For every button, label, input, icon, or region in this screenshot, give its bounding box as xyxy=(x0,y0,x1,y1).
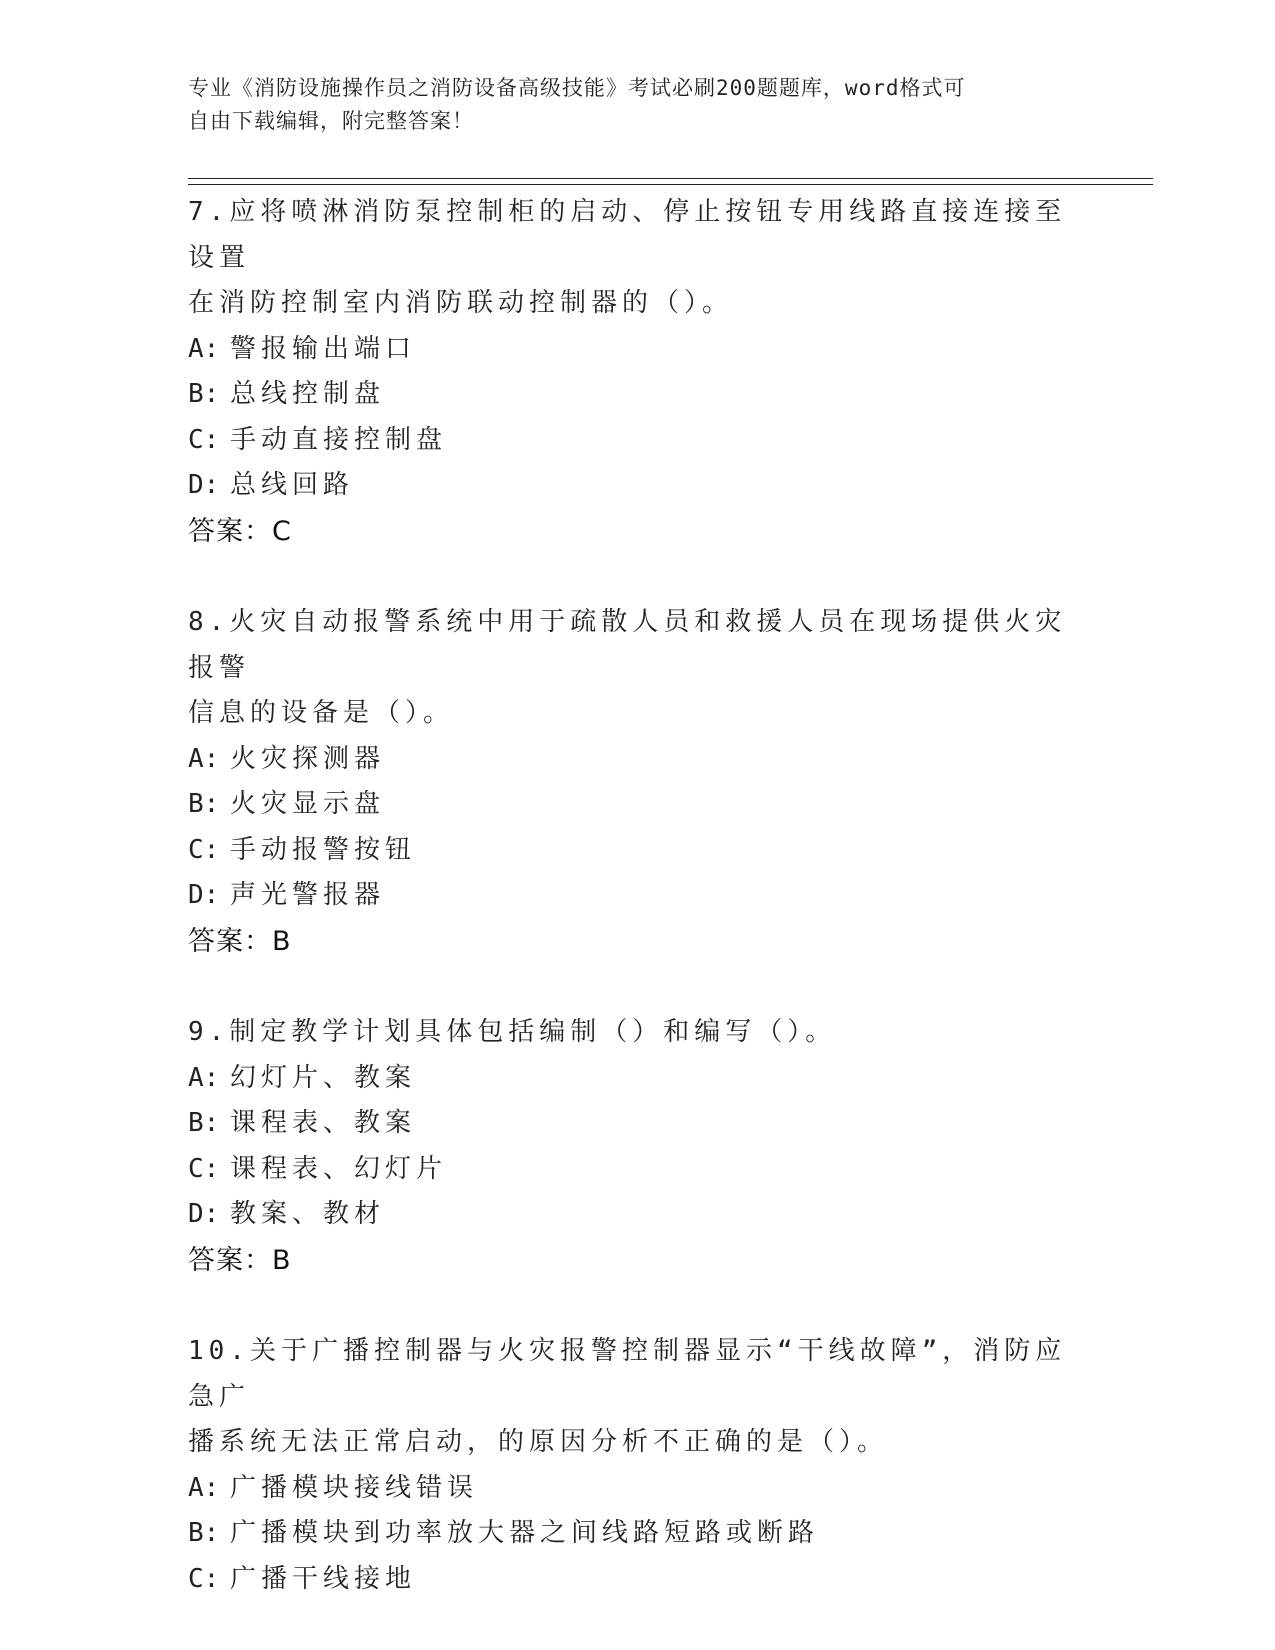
option-b xyxy=(188,372,1088,418)
option-text: 总线控制盘 xyxy=(230,379,386,409)
option-text: 手动直接控制盘 xyxy=(230,424,448,455)
option-text: 火灾探测器 xyxy=(230,743,386,774)
question-7 xyxy=(188,190,1088,554)
option-label: A: xyxy=(188,1472,220,1503)
option-d xyxy=(188,463,1088,509)
option-label: B: xyxy=(188,789,220,819)
spacer xyxy=(188,964,1088,1010)
option-text: 教案、教材 xyxy=(230,1199,386,1229)
option-text: 课程表、幻灯片 xyxy=(230,1153,448,1184)
option-d xyxy=(188,873,1088,919)
option-text: 手动报警按钮 xyxy=(230,834,417,865)
option-c xyxy=(188,1557,1088,1603)
option-text: 广播干线接地 xyxy=(230,1563,417,1594)
option-label: A: xyxy=(188,743,220,774)
option-b xyxy=(188,1511,1088,1557)
question-9 xyxy=(188,1010,1088,1283)
option-text: 广播模块到功率放大器之间线路短路或断路 xyxy=(230,1518,820,1548)
option-c xyxy=(188,1147,1088,1193)
question-8 xyxy=(188,600,1088,964)
question-text-cont: 在消防控制室内消防联动控制器的（）。 xyxy=(188,288,734,318)
option-label: A: xyxy=(188,1062,220,1093)
question-text: 8.火灾自动报警系统中用于疏散人员和救援人员在现场提供火灾报警 xyxy=(188,607,1067,683)
option-text: 课程表、教案 xyxy=(230,1108,417,1138)
option-a xyxy=(188,1466,1088,1512)
option-text: 火灾显示盘 xyxy=(230,789,386,819)
option-text: 总线回路 xyxy=(230,470,355,500)
option-label: D: xyxy=(188,880,220,910)
question-text-cont: 信息的设备是（）。 xyxy=(188,698,455,728)
option-c xyxy=(188,828,1088,874)
question-10 xyxy=(188,1329,1088,1602)
answer: 答案：C xyxy=(188,515,292,547)
option-label: D: xyxy=(188,1199,220,1229)
option-label: A: xyxy=(188,333,220,364)
option-label: B: xyxy=(188,379,220,409)
option-b xyxy=(188,1101,1088,1147)
spacer xyxy=(188,1283,1088,1329)
header-line-1: 专业《消防设施操作员之消防设备高级技能》考试必刷200题题库，word格式可 xyxy=(188,76,966,100)
option-b xyxy=(188,782,1088,828)
option-d xyxy=(188,1192,1088,1238)
option-label: D: xyxy=(188,470,220,500)
header-divider-bottom xyxy=(188,184,1153,185)
option-a xyxy=(188,1056,1088,1102)
option-text: 广播模块接线错误 xyxy=(230,1472,479,1503)
option-text: 幻灯片、教案 xyxy=(230,1062,417,1093)
option-label: C: xyxy=(188,424,220,455)
answer: 答案：B xyxy=(188,1244,292,1276)
header-line-2: 自由下载编辑，附完整答案！ xyxy=(188,109,474,133)
option-label: C: xyxy=(188,1153,220,1184)
question-list xyxy=(188,190,1088,1602)
question-text: 9.制定教学计划具体包括编制（）和编写（）。 xyxy=(188,1017,837,1047)
header-divider-top xyxy=(188,178,1153,179)
option-c xyxy=(188,418,1088,464)
answer: 答案：B xyxy=(188,925,292,957)
option-text: 声光警报器 xyxy=(230,880,386,910)
option-label: C: xyxy=(188,1563,220,1594)
option-text: 警报输出端口 xyxy=(230,333,417,364)
option-label: B: xyxy=(188,1108,220,1138)
question-text: 10.关于广播控制器与火灾报警控制器显示“干线故障”，消防应急广 xyxy=(188,1336,1067,1412)
option-a xyxy=(188,327,1088,373)
spacer xyxy=(188,554,1088,600)
question-text-cont: 播系统无法正常启动，的原因分析不正确的是（）。 xyxy=(188,1427,889,1457)
option-label: C: xyxy=(188,834,220,865)
question-text: 7.应将喷淋消防泵控制柜的启动、停止按钮专用线路直接连接至设置 xyxy=(188,197,1067,273)
document-header xyxy=(188,72,1068,138)
option-label: B: xyxy=(188,1518,220,1548)
option-a xyxy=(188,737,1088,783)
